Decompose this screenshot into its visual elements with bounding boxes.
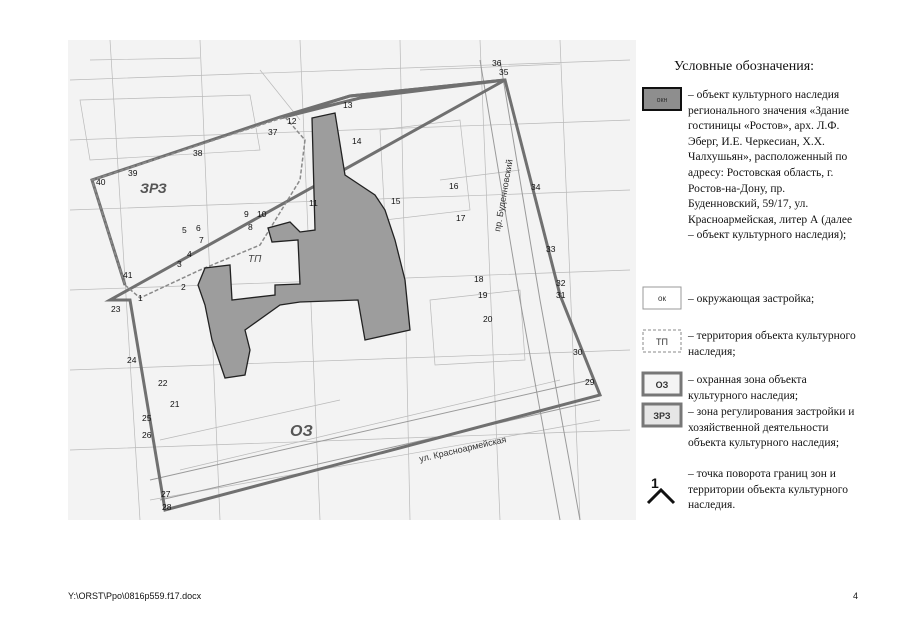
point-label-23: 23	[111, 304, 121, 314]
street-label-krasnoarmeyskaya: ул. Красноармейская	[418, 434, 508, 464]
legend-code-zrz: ЗРЗ	[653, 411, 671, 421]
legend-text-oz: – охранная зона объекта культурного наследия;	[688, 374, 807, 402]
point-label-18: 18	[474, 274, 484, 284]
legend-text-territory: – территория объекта культурного наследия;	[688, 330, 856, 358]
point-label-37: 37	[268, 127, 278, 137]
point-label-21: 21	[170, 399, 180, 409]
point-label-13: 13	[343, 100, 353, 110]
footer-file-path: Y:\ORST\Ppo\0816p559.f17.docx	[68, 591, 202, 601]
point-label-19: 19	[478, 290, 488, 300]
point-label-5: 5	[182, 225, 187, 235]
point-label-3: 3	[177, 259, 182, 269]
legend-text-surrounding: – окружающая застройка;	[688, 293, 815, 305]
point-label-1: 1	[138, 293, 143, 303]
point-label-34: 34	[531, 182, 541, 192]
legend-code-oz: ОЗ	[655, 380, 669, 390]
oz-zone-label: ОЗ	[290, 423, 313, 440]
tp-zone-label: ТП	[248, 254, 262, 265]
point-label-20: 20	[483, 314, 493, 324]
street-label-budennovsky: пр. Буденновский	[492, 158, 515, 233]
point-label-6: 6	[196, 223, 201, 233]
footer-page-number: 4	[853, 591, 859, 601]
point-label-33: 33	[546, 244, 556, 254]
legend-text-heritage: – объект культурного наследия регионального значения «Здание гостиницы «Ростов», арх. Л.Ф. Эберг, И.Е. Черкесиан, Х.Х. Чалхушьян», расположенный по адресу: Ростовская область, г. Ростов-на-Дону, пр. Буденновский, 59/17, ул. Красноармейская, литер А (далее – объект культурного наследия);	[688, 89, 853, 242]
point-label-36: 36	[492, 58, 502, 68]
legend-text-point: – точка поворота границ зон и территории объекта культурного наследия.	[688, 468, 848, 512]
point-label-25: 25	[142, 413, 152, 423]
point-label-11: 11	[309, 198, 318, 208]
legend-code-surrounding: ок	[658, 294, 666, 303]
legend-code-point: 1	[651, 475, 659, 491]
point-label-4: 4	[187, 249, 192, 259]
legend-turning-point-symbol	[648, 490, 674, 503]
zrz-zone-label: ЗРЗ	[140, 180, 167, 196]
legend-text-zrz: – зона регулирования застройки и хозяйственной деятельности объекта культурного наследия;	[688, 406, 855, 450]
point-label-32: 32	[556, 278, 566, 288]
point-label-7: 7	[199, 235, 204, 245]
point-label-8: 8	[248, 222, 253, 232]
point-label-39: 39	[128, 168, 138, 178]
point-label-29: 29	[585, 377, 595, 387]
point-label-24: 24	[127, 355, 137, 365]
point-label-38: 38	[193, 148, 203, 158]
point-label-14: 14	[352, 136, 362, 146]
point-label-41: 41	[123, 270, 133, 280]
point-label-26: 26	[142, 430, 152, 440]
point-label-16: 16	[449, 181, 459, 191]
point-label-35: 35	[499, 67, 509, 77]
point-label-27: 27	[161, 489, 171, 499]
point-label-9: 9	[244, 209, 249, 219]
legend-code-heritage: окн	[656, 97, 668, 104]
point-label-31: 31	[556, 290, 566, 300]
point-label-10: 10	[257, 209, 267, 219]
point-label-40: 40	[96, 177, 106, 187]
point-label-12: 12	[287, 116, 297, 126]
legend-title: Условные обозначения:	[674, 59, 815, 74]
legend-code-territory: ТП	[656, 337, 668, 347]
point-label-30: 30	[573, 347, 583, 357]
point-label-28: 28	[162, 502, 172, 512]
point-label-15: 15	[391, 196, 401, 206]
point-label-2: 2	[181, 282, 186, 292]
point-label-17: 17	[456, 213, 466, 223]
point-label-22: 22	[158, 378, 168, 388]
